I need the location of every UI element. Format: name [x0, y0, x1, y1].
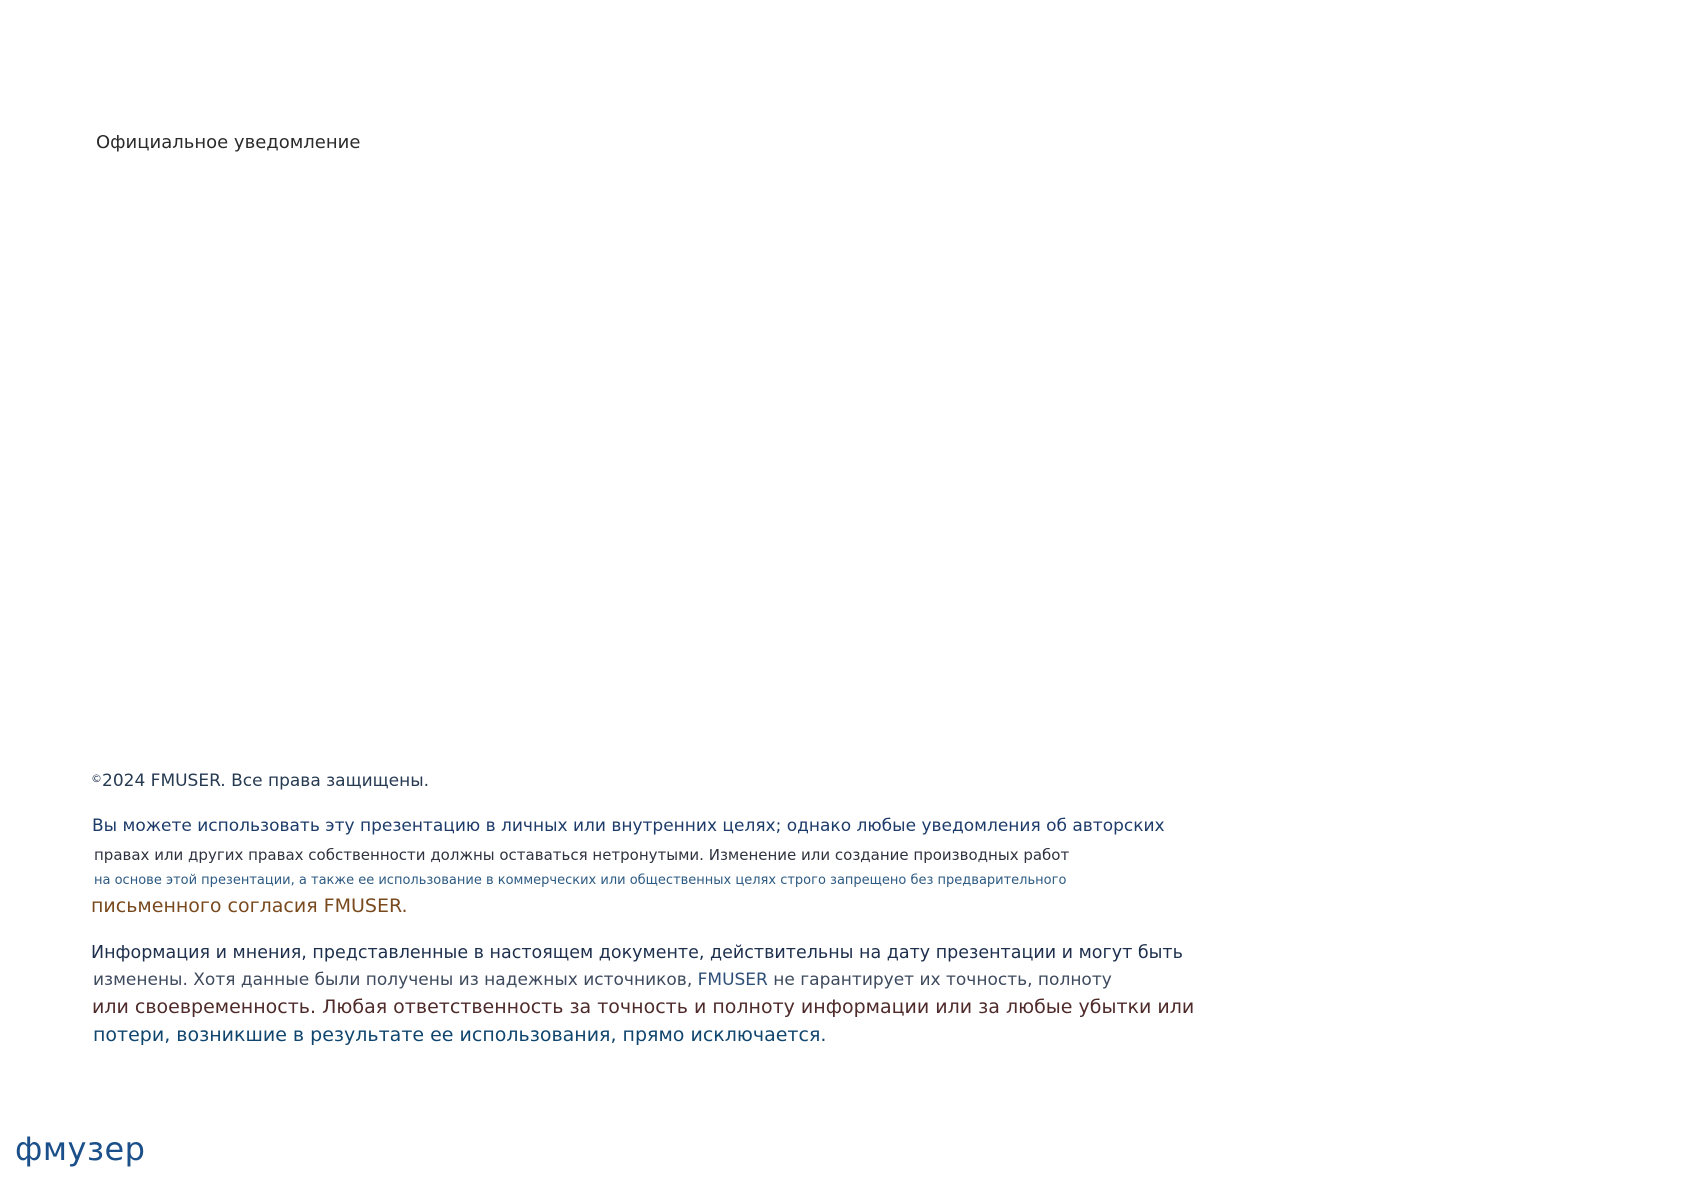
info-line-4: потери, возникшие в результате ее использования, прямо исключается. — [93, 1024, 827, 1046]
copyright-line — [91, 771, 429, 791]
usage-line-4: письменного согласия FMUSER. — [91, 895, 408, 917]
info-line-2-brand: FMUSER — [697, 970, 768, 990]
usage-line-2: правах или других правах собственности должны оставаться нетронутыми. Изменение или создание производных работ — [94, 846, 1070, 864]
info-line-1: Информация и мнения, представленные в настоящем документе, действительны на дату презентации и могут быть — [91, 943, 1183, 963]
usage-line-1: Вы можете использовать эту презентацию в личных или внутренних целях; однако любые уведомления об авторских — [92, 816, 1165, 836]
info-line-3: или своевременность. Любая ответственность за точность и полноту информации или за любые убытки или — [92, 996, 1195, 1018]
page-title: Официальное уведомление — [96, 132, 361, 153]
brand-logo: фмузер — [15, 1130, 146, 1168]
usage-line-3: на основе этой презентации, а также ее использование в коммерческих или общественных целях строго запрещено без предварительного — [94, 873, 1067, 888]
info-line-2-end: не гарантирует их точность, полноту — [773, 970, 1112, 990]
copyright-text: 2024 FMUSER. Все права защищены. — [102, 771, 430, 791]
info-line-2-start: изменены. Хотя данные были получены из надежных источников, — [93, 970, 693, 990]
copyright-symbol: © — [91, 772, 102, 785]
info-line-2 — [93, 970, 1112, 990]
